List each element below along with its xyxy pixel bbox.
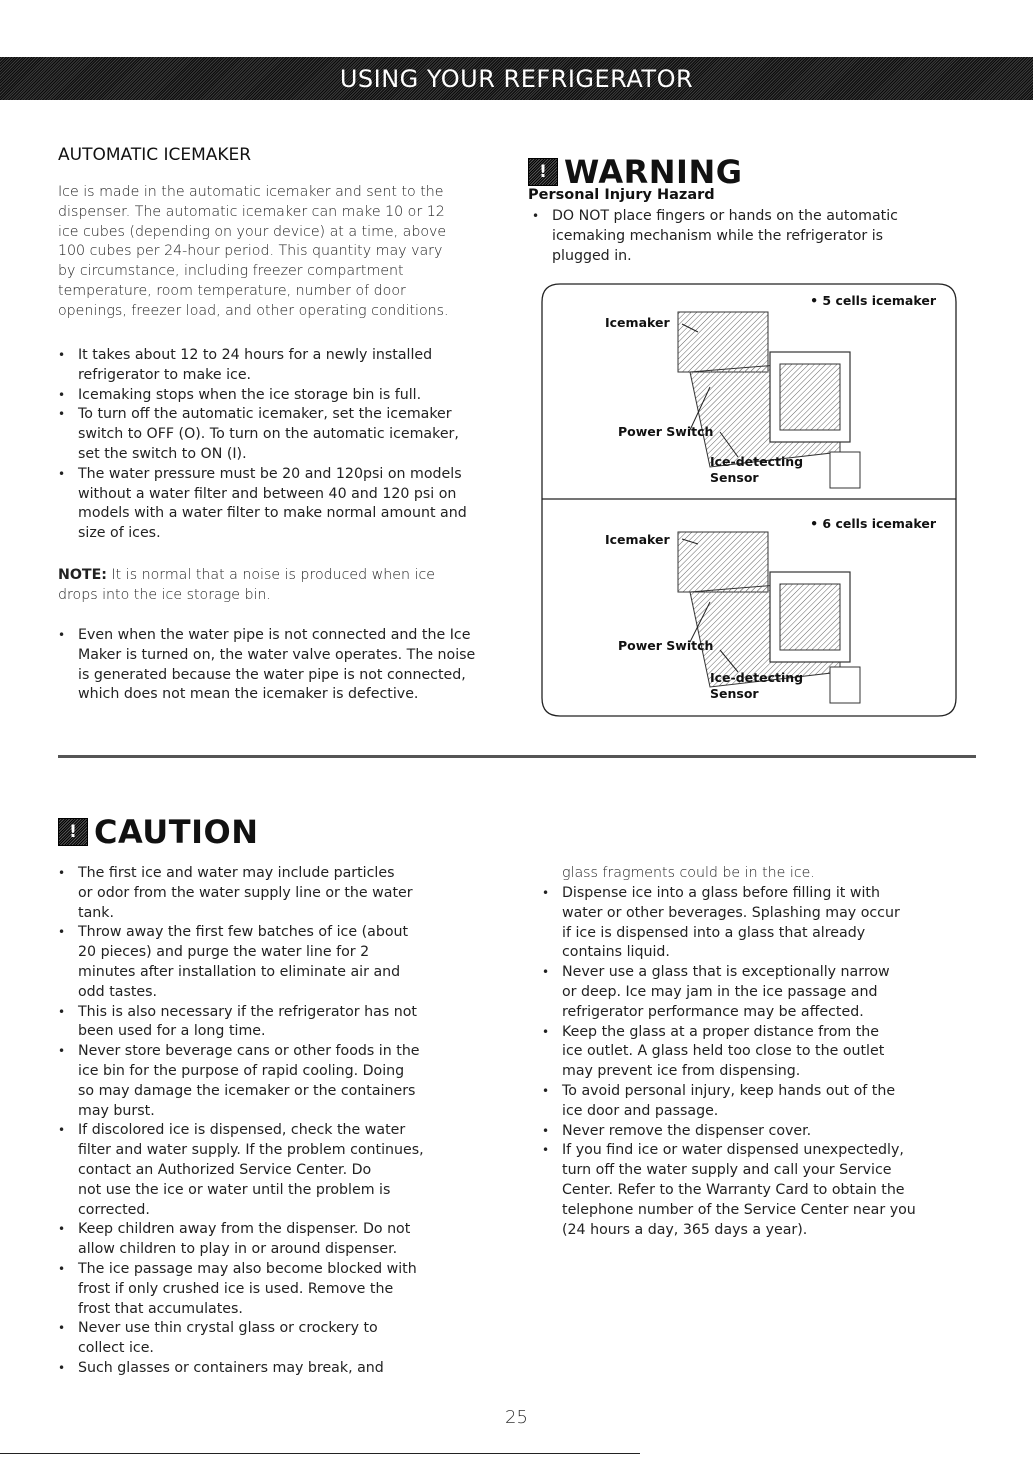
- icemaker-note: [58, 566, 508, 606]
- caution-bullet: • Never remove the dispenser cover.: [540, 1122, 982, 1142]
- icemaker-figure: [540, 282, 958, 718]
- figure-caption-5-cells: • 5 cells icemaker: [810, 293, 936, 308]
- caution-continuation: glass fragments could be in the ice.: [562, 865, 815, 881]
- section-title: USING YOUR REFRIGERATOR: [339, 64, 694, 93]
- icemaker-bullet: • Icemaking stops when the ice storage bin is full.: [56, 386, 511, 406]
- caution-bullet: • Dispense ice into a glass before filling it with water or other beverages. Splashing may occur if ice is dispensed into a glass that already contains liquid.: [540, 884, 982, 963]
- warning-bullets: [530, 207, 978, 266]
- caution-title-block: [58, 813, 258, 851]
- warning-bullet: • DO NOT place fingers or hands on the automatic icemaking mechanism while the refrigerator is plugged in.: [530, 207, 978, 266]
- figure-label-icemaker-1: Icemaker: [605, 315, 670, 330]
- icemaker-bullet: • It takes about 12 to 24 hours for a newly installed refrigerator to make ice.: [56, 346, 511, 386]
- figure-label-power-switch-1: Power Switch: [618, 424, 714, 439]
- figure-caption-6-cells: • 6 cells icemaker: [810, 516, 936, 531]
- caution-bullet: • If you find ice or water dispensed unexpectedly, turn off the water supply and call your Service Center. Refer to the Warranty Card to obtain the telephone number of the Service Center near you (24 hours a day, 365 days a year).: [540, 1141, 982, 1240]
- warning-title-block: [528, 153, 743, 191]
- note-label: NOTE:: [58, 567, 107, 583]
- figure-label-sensor-1a: Ice-detecting: [710, 454, 804, 469]
- icemaker-bullet: • The water pressure must be 20 and 120psi on models without a water filter and between 40 and 120 psi on models with a water filter to make normal amount and size of ices.: [56, 465, 511, 544]
- footer-line: [0, 1453, 640, 1454]
- icemaker-bullets-2: [56, 626, 511, 705]
- caution-right-bullets: [540, 884, 982, 1240]
- figure-label-sensor-1b: Sensor: [710, 470, 759, 485]
- caution-bullet: • Such glasses or containers may break, and: [56, 1359, 461, 1379]
- warning-title: WARNING: [564, 153, 743, 191]
- caution-bullet: • Never use thin crystal glass or crockery to collect ice.: [56, 1319, 461, 1359]
- caution-bullet: • This is also necessary if the refrigerator has not been used for a long time.: [56, 1003, 461, 1043]
- figure-label-icemaker-2: Icemaker: [605, 532, 670, 547]
- icemaker-intro: Ice is made in the automatic icemaker and sent to the dispenser. The automatic icemaker can make 10 or 12 ice cubes (depending on your device) at a time, above 100 cubes per 24-hour period. This quantity may vary by circumstance, including freezer compartment temperature, room temperature, number of door openings, freezer load, and other operating conditions.: [58, 184, 449, 319]
- caution-title: CAUTION: [94, 813, 259, 851]
- caution-bullet: • If discolored ice is dispensed, check the water filter and water supply. If the problem continues, contact an Authorized Service Center. Do not use the ice or water until the problem is corrected.: [56, 1121, 461, 1220]
- caution-bullet: • Throw away the first few batches of ice (about 20 pieces) and purge the water line for 2 minutes after installation to eliminate air and odd tastes.: [56, 923, 461, 1002]
- caution-left-bullets: [56, 864, 461, 1379]
- page-number: 25: [505, 1407, 528, 1428]
- note-text: It is normal that a noise is produced when ice drops into the ice storage bin.: [58, 567, 435, 603]
- caution-triangle-icon: !: [58, 818, 88, 846]
- caution-bullet: • Keep the glass at a proper distance from the ice outlet. A glass held too close to the outlet may prevent ice from dispensing.: [540, 1023, 982, 1082]
- warning-triangle-icon: !: [528, 158, 558, 186]
- figure-label-power-switch-2: Power Switch: [618, 638, 714, 653]
- figure-label-sensor-2b: Sensor: [710, 686, 759, 701]
- caution-bullet: • The ice passage may also become blocked with frost if only crushed ice is used. Remove the frost that accumulates.: [56, 1260, 461, 1319]
- caution-bullet: • Never store beverage cans or other foods in the ice bin for the purpose of rapid cooling. Doing so may damage the icemaker or the containers may burst.: [56, 1042, 461, 1121]
- section-banner: [0, 57, 1033, 100]
- section-divider: [58, 755, 976, 758]
- caution-bullet: • To avoid personal injury, keep hands out of the ice door and passage.: [540, 1082, 982, 1122]
- caution-bullet: • The first ice and water may include particles or odor from the water supply line or the water tank.: [56, 864, 461, 923]
- icemaker-bullets: [56, 346, 511, 544]
- warning-subtitle: Personal Injury Hazard: [528, 187, 715, 203]
- caution-bullet: • Keep children away from the dispenser. Do not allow children to play in or around dispenser.: [56, 1220, 461, 1260]
- figure-label-sensor-2a: Ice-detecting: [710, 670, 804, 685]
- icemaker-bullet: • To turn off the automatic icemaker, set the icemaker switch to OFF (O). To turn on the automatic icemaker, set the switch to ON (I).: [56, 405, 511, 464]
- caution-bullet: • Never use a glass that is exceptionally narrow or deep. Ice may jam in the ice passage and refrigerator performance may be affected.: [540, 963, 982, 1022]
- icemaker-bullet: • Even when the water pipe is not connected and the Ice Maker is turned on, the water valve operates. The noise is generated because the water pipe is not connected, which does not mean the icemaker is defective.: [56, 626, 511, 705]
- icemaker-heading: AUTOMATIC ICEMAKER: [58, 145, 252, 165]
